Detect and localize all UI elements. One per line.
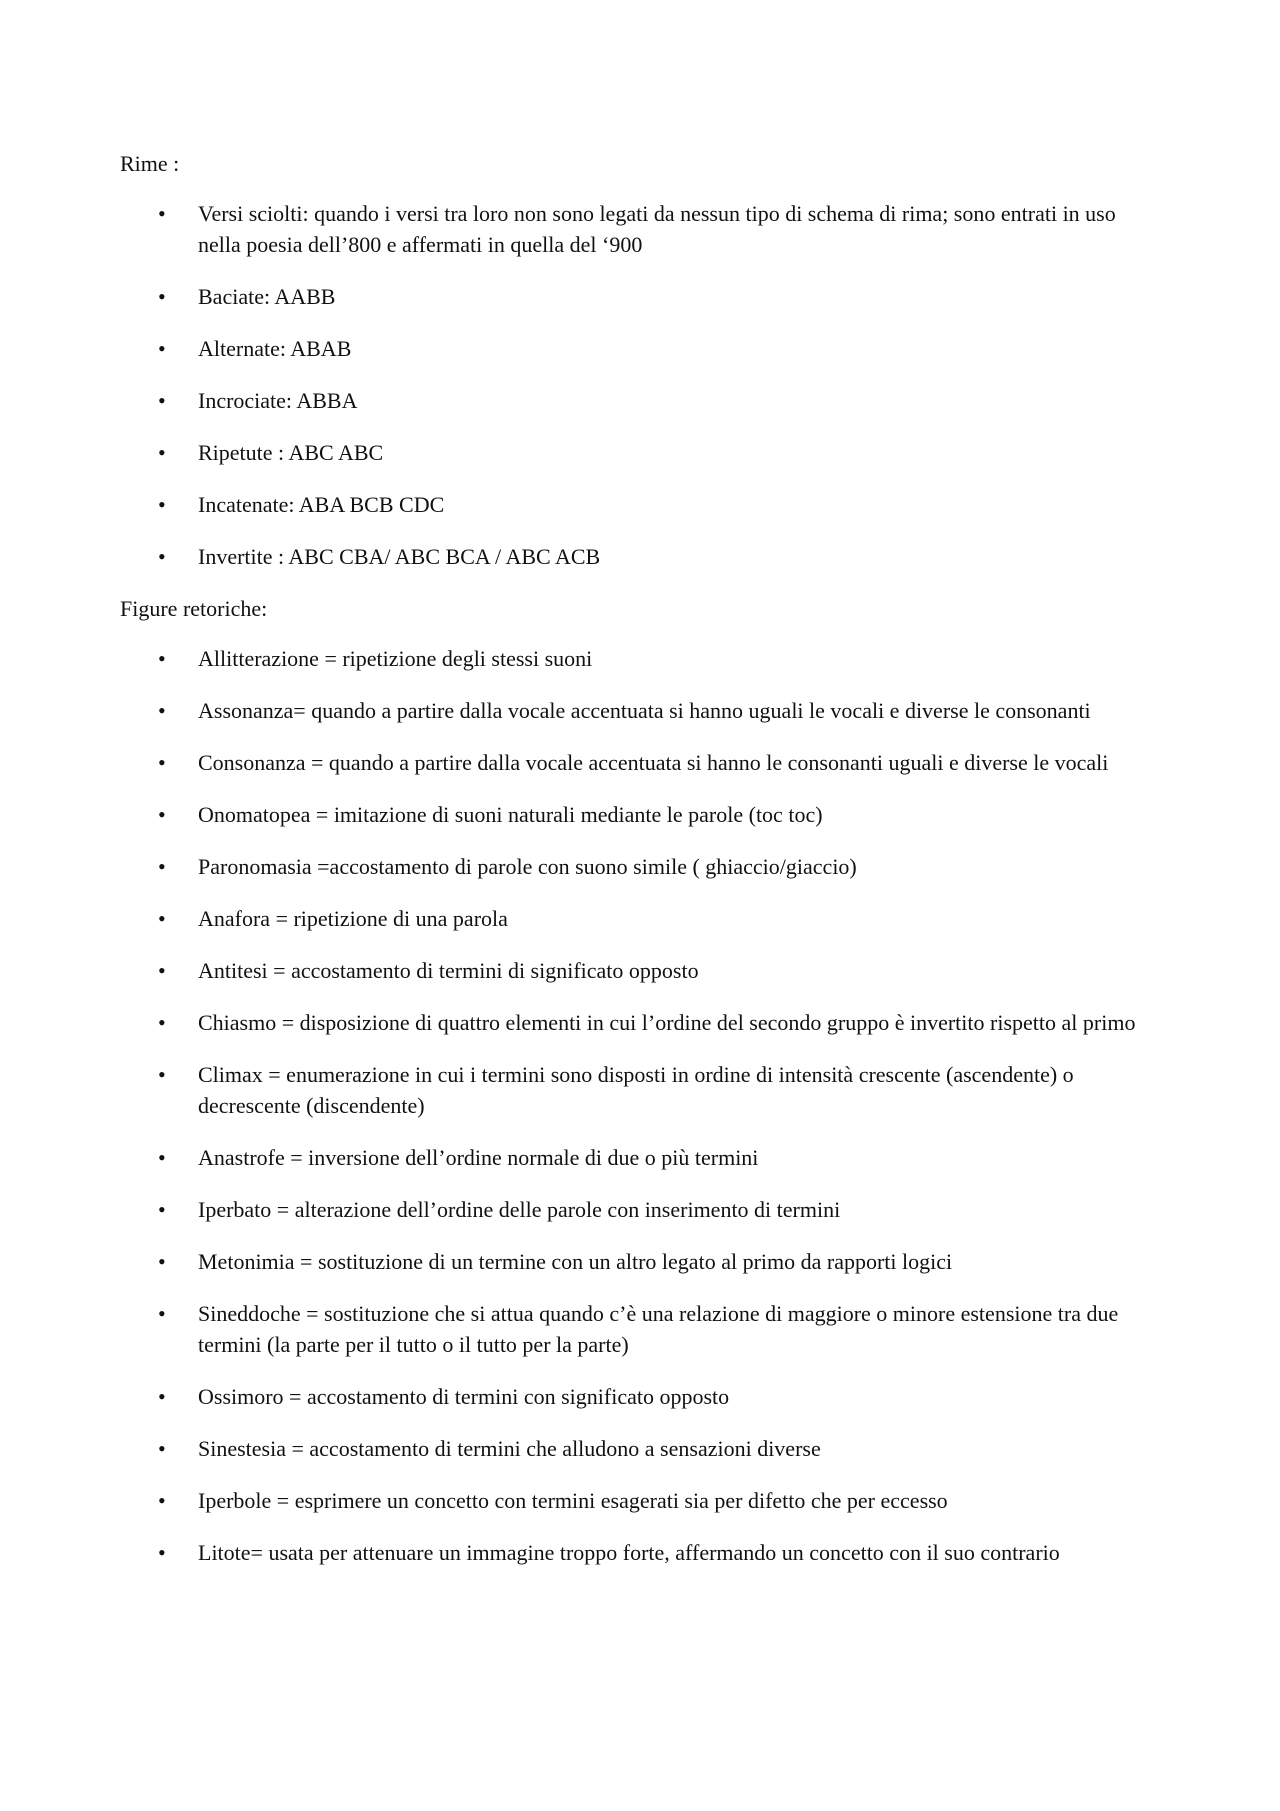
list-item-text: Versi sciolti: quando i versi tra loro non sono legati da nessun tipo di schema di rima; sono entrati in uso nella poesia dell’800 e affermati in quella del ‘900 <box>198 201 1116 257</box>
list-item-text: Ossimoro = accostamento di termini con significato opposto <box>198 1384 730 1409</box>
figure-item <box>120 1246 1160 1277</box>
figure-item <box>120 695 1160 726</box>
bullet-icon: • <box>158 1197 166 1222</box>
bullet-icon: • <box>158 284 166 309</box>
bullet-icon: • <box>158 1488 166 1513</box>
document-content <box>120 148 1160 1589</box>
bullet-icon: • <box>158 1384 166 1409</box>
list-item-text: Sinestesia = accostamento di termini che alludono a sensazioni diverse <box>198 1436 821 1461</box>
bullet-icon: • <box>158 1301 166 1326</box>
rime-item <box>120 385 1160 416</box>
list-item-text: Onomatopea = imitazione di suoni naturali mediante le parole (toc toc) <box>198 802 823 827</box>
rime-item <box>120 489 1160 520</box>
bullet-icon: • <box>158 1010 166 1035</box>
figure-item <box>120 1142 1160 1173</box>
figure-heading: Figure retoriche: <box>120 596 268 621</box>
bullet-icon: • <box>158 1145 166 1170</box>
bullet-icon: • <box>158 854 166 879</box>
figure-item <box>120 903 1160 934</box>
list-item-text: Assonanza= quando a partire dalla vocale accentuata si hanno uguali le vocali e diverse le consonanti <box>198 698 1091 723</box>
bullet-icon: • <box>158 958 166 983</box>
figure-item <box>120 1194 1160 1225</box>
bullet-icon: • <box>158 492 166 517</box>
bullet-icon: • <box>158 336 166 361</box>
rime-item <box>120 281 1160 312</box>
rime-heading: Rime : <box>120 151 180 176</box>
figure-item <box>120 643 1160 674</box>
list-item-text: Anastrofe = inversione dell’ordine normale di due o più termini <box>198 1145 759 1170</box>
list-item-text: Allitterazione = ripetizione degli stessi suoni <box>198 646 593 671</box>
bullet-icon: • <box>158 388 166 413</box>
figure-item <box>120 1485 1160 1516</box>
figure-item <box>120 1007 1160 1038</box>
figure-item <box>120 1298 1160 1360</box>
list-item-text: Climax = enumerazione in cui i termini sono disposti in ordine di intensità crescente (ascendente) o decrescente (discendente) <box>198 1062 1074 1118</box>
list-item-text: Incrociate: ABBA <box>198 388 358 413</box>
rime-item <box>120 198 1160 260</box>
rime-item <box>120 541 1160 572</box>
bullet-icon: • <box>158 440 166 465</box>
figure-item <box>120 851 1160 882</box>
bullet-icon: • <box>158 1436 166 1461</box>
figure-item <box>120 1433 1160 1464</box>
figure-item <box>120 747 1160 778</box>
figure-list <box>120 643 1160 1568</box>
figure-item <box>120 1381 1160 1412</box>
figure-item <box>120 1537 1160 1568</box>
rime-item <box>120 437 1160 468</box>
rime-list <box>120 198 1160 572</box>
bullet-icon: • <box>158 906 166 931</box>
list-item-text: Ripetute : ABC ABC <box>198 440 384 465</box>
figure-item <box>120 799 1160 830</box>
bullet-icon: • <box>158 750 166 775</box>
bullet-icon: • <box>158 802 166 827</box>
list-item-text: Metonimia = sostituzione di un termine con un altro legato al primo da rapporti logici <box>198 1249 953 1274</box>
list-item-text: Baciate: AABB <box>198 284 336 309</box>
list-item-text: Iperbato = alterazione dell’ordine delle parole con inserimento di termini <box>198 1197 841 1222</box>
list-item-text: Antitesi = accostamento di termini di significato opposto <box>198 958 699 983</box>
bullet-icon: • <box>158 1062 166 1087</box>
bullet-icon: • <box>158 544 166 569</box>
list-item-text: Paronomasia =accostamento di parole con suono simile ( ghiaccio/giaccio) <box>198 854 857 879</box>
rime-item <box>120 333 1160 364</box>
bullet-icon: • <box>158 698 166 723</box>
list-item-text: Chiasmo = disposizione di quattro elementi in cui l’ordine del secondo gruppo è invertito rispetto al primo <box>198 1010 1136 1035</box>
list-item-text: Sineddoche = sostituzione che si attua quando c’è una relazione di maggiore o minore estensione tra due termini (la parte per il tutto o il tutto per la parte) <box>198 1301 1119 1357</box>
figure-item <box>120 1059 1160 1121</box>
bullet-icon: • <box>158 1540 166 1565</box>
list-item-text: Incatenate: ABA BCB CDC <box>198 492 445 517</box>
bullet-icon: • <box>158 1249 166 1274</box>
list-item-text: Anafora = ripetizione di una parola <box>198 906 508 931</box>
list-item-text: Consonanza = quando a partire dalla vocale accentuata si hanno le consonanti uguali e diverse le vocali <box>198 750 1109 775</box>
list-item-text: Alternate: ABAB <box>198 336 352 361</box>
list-item-text: Iperbole = esprimere un concetto con termini esagerati sia per difetto che per eccesso <box>198 1488 948 1513</box>
list-item-text: Litote= usata per attenuare un immagine troppo forte, affermando un concetto con il suo contrario <box>198 1540 1060 1565</box>
bullet-icon: • <box>158 201 166 226</box>
list-item-text: Invertite : ABC CBA/ ABC BCA / ABC ACB <box>198 544 601 569</box>
bullet-icon: • <box>158 646 166 671</box>
figure-item <box>120 955 1160 986</box>
